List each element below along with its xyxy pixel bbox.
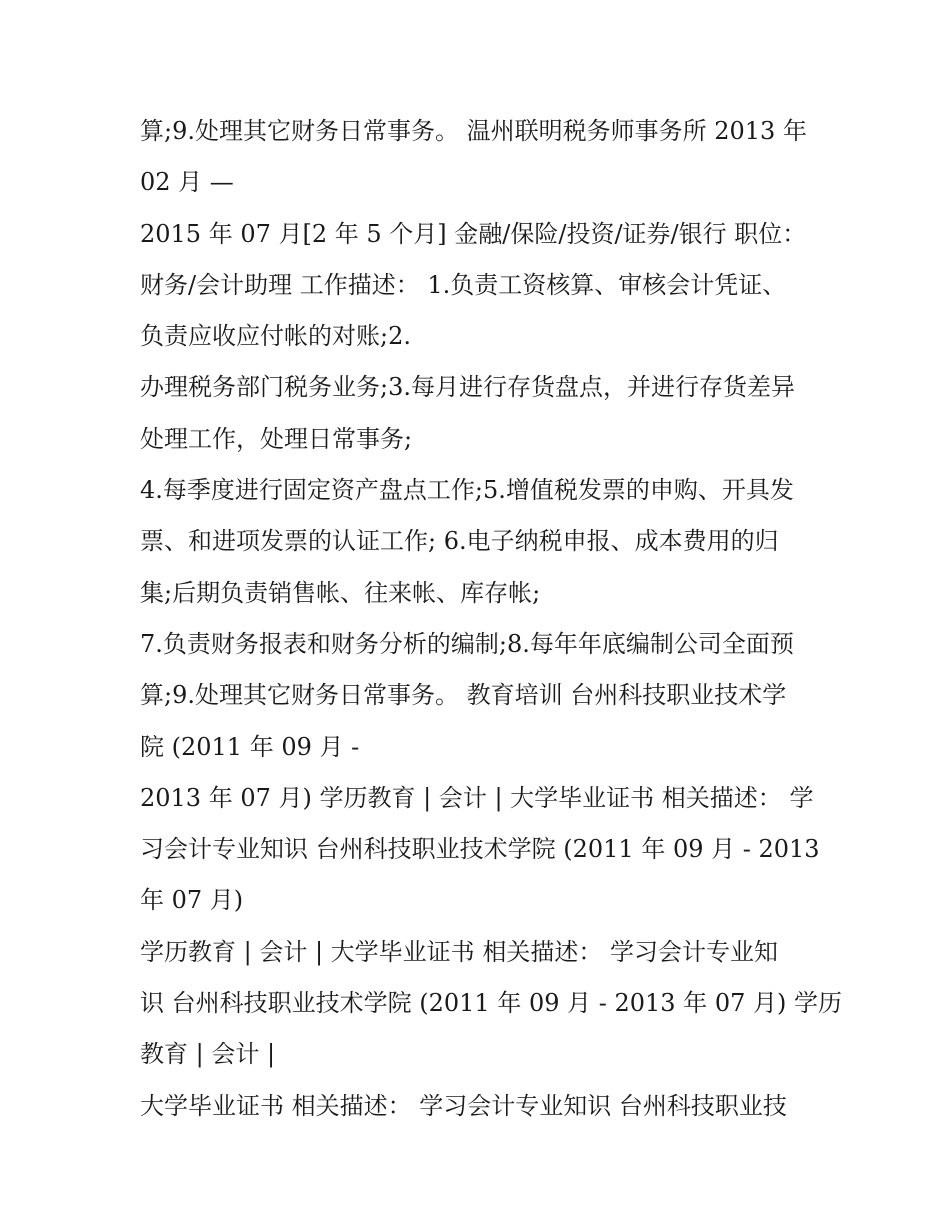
- document-body: [140, 106, 842, 1132]
- text-line: 大学毕业证书 相关描述： 学习会计专业知识 台州科技职业技: [140, 1091, 787, 1120]
- text-line: 教育 | 会计 |: [140, 1040, 276, 1069]
- text-line: 票、和进项发票的认证工作; 6.电子纳税申报、成本费用的归: [140, 527, 779, 556]
- text-line: 算;9.处理其它财务日常事务。 温州联明税务师事务所 2013 年: [140, 117, 807, 145]
- text-line: 财务/会计助理 工作描述： 1.负责工资核算、审核会计凭证、: [140, 270, 787, 299]
- text-line: 处理工作，处理日常事务;: [140, 424, 413, 453]
- text-line: 02 月 —: [140, 168, 234, 197]
- text-line: 学历教育 | 会计 | 大学毕业证书 相关描述： 学习会计专业知: [140, 937, 778, 966]
- text-line: 年 07 月): [140, 886, 244, 915]
- text-line: 2013 年 07 月) 学历教育 | 会计 | 大学毕业证书 相关描述： 学: [140, 783, 814, 812]
- text-line: 集;后期负责销售帐、往来帐、库存帐;: [140, 578, 541, 607]
- text-line: 算;9.处理其它财务日常事务。 教育培训 台州科技职业技术学: [140, 681, 787, 710]
- text-line: 7.负责财务报表和财务分析的编制;8.每年年底编制公司全面预: [140, 629, 794, 658]
- text-line: 2015 年 07 月[2 年 5 个月] 金融/保险/投资/证券/银行 职位：: [140, 219, 807, 248]
- text-line: 4.每季度进行固定资产盘点工作;5.增值税发票的申购、开具发: [140, 476, 794, 505]
- text-line: 院 (2011 年 09 月 -: [140, 732, 360, 761]
- text-line: 办理税务部门税务业务;3.每月进行存货盘点，并进行存货差异: [140, 373, 795, 402]
- text-line: 习会计专业知识 台州科技职业技术学院 (2011 年 09 月 - 2013: [140, 835, 820, 864]
- text-line: 识 台州科技职业技术学院 (2011 年 09 月 - 2013 年 07 月) 学历: [140, 989, 842, 1018]
- text-line: 负责应收应付帐的对账;2.: [140, 322, 411, 351]
